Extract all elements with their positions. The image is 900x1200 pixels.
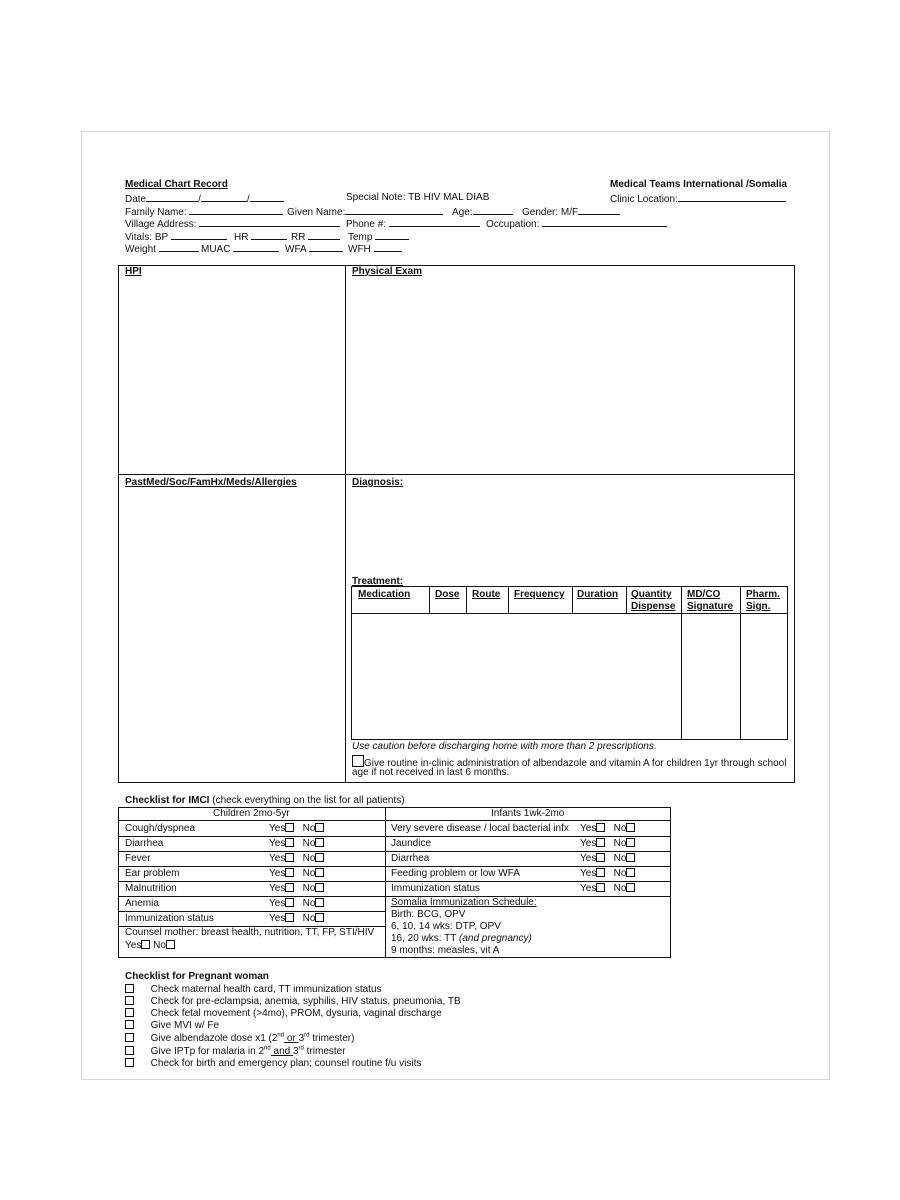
col-frequency: Frequency xyxy=(514,589,565,600)
yes-checkbox[interactable] xyxy=(285,913,294,922)
clinic-location-field[interactable]: Clinic Location: xyxy=(610,192,786,206)
infant-yes-no[interactable]: Yes No xyxy=(580,823,635,835)
wfa-field[interactable]: WFA xyxy=(285,242,343,256)
caution-note: Use caution before discharging home with more than 2 prescriptions. xyxy=(352,741,657,752)
no-checkbox[interactable] xyxy=(315,868,324,877)
pregnant-checklist-title: Checklist for Pregnant woman xyxy=(125,971,269,982)
grid-divider-horizontal xyxy=(118,474,795,475)
children-item-label: Fever xyxy=(125,853,151,864)
yes-checkbox[interactable] xyxy=(285,898,294,907)
treatment-heading: Treatment: xyxy=(352,576,404,587)
infant-item-label: Feeding problem or low WFA xyxy=(391,868,520,879)
no-checkbox[interactable] xyxy=(626,853,635,862)
form-title: Medical Chart Record xyxy=(125,179,228,190)
children-yes-no[interactable]: Yes No xyxy=(269,883,324,895)
preg-item[interactable]: Give MVI w/ Fe xyxy=(125,1020,219,1032)
children-yes-no[interactable]: Yes No xyxy=(269,913,324,925)
children-yes-no[interactable]: Yes No xyxy=(269,853,324,865)
preg-item-birth-plan[interactable]: Check for birth and emergency plan; counsel routine f/u visits xyxy=(125,1058,421,1070)
organization-name: Medical Teams International /Somalia xyxy=(610,179,788,190)
infant-item-label: Jaundice xyxy=(391,838,432,849)
infant-yes-no[interactable]: Yes No xyxy=(580,838,635,850)
rr-field[interactable]: RR xyxy=(291,230,340,244)
wfh-field[interactable]: WFH xyxy=(348,242,402,256)
physical-exam-heading: Physical Exam xyxy=(352,266,423,277)
schedule-16-20: 16, 20 wks: TT (and pregnancy) xyxy=(391,933,532,944)
col-duration: Duration xyxy=(577,589,619,600)
children-item-label: Diarrhea xyxy=(125,838,164,849)
counsel-yes-no[interactable]: Yes No xyxy=(125,940,175,952)
hpi-heading: HPI xyxy=(125,266,142,277)
yes-checkbox[interactable] xyxy=(285,838,294,847)
col-quantity: Quantity xyxy=(631,589,672,600)
children-item-label: Cough/dyspnea xyxy=(125,823,196,834)
weight-field[interactable]: Weight xyxy=(125,242,199,256)
special-note: Special Note: TB HIV MAL DIAB xyxy=(346,192,490,203)
children-yes-no[interactable]: Yes No xyxy=(269,823,324,835)
no-checkbox[interactable] xyxy=(315,898,324,907)
phone-field[interactable]: Phone #: xyxy=(346,217,480,231)
hr-field[interactable]: HR xyxy=(234,230,287,244)
col-signature: Signature xyxy=(687,601,734,612)
no-checkbox[interactable] xyxy=(315,913,324,922)
preg-checkbox-birth-plan[interactable] xyxy=(125,1058,134,1067)
children-yes-no[interactable]: Yes No xyxy=(269,898,324,910)
yes-checkbox[interactable] xyxy=(285,853,294,862)
infant-yes-no[interactable]: Yes No xyxy=(580,853,635,865)
occupation-field[interactable]: Occupation: xyxy=(486,217,667,231)
col-pharm: Pharm. xyxy=(746,589,780,600)
preg-item-albendazole[interactable]: Give albendazole dose x1 (2nd or 3rd trimester) xyxy=(125,1033,354,1045)
counsel-mother-text: Counsel mother: breast health, nutrition, TT, FP, STI/HIV xyxy=(125,927,375,938)
pastmed-heading: PastMed/Soc/FamHx/Meds/Allergies xyxy=(125,477,297,488)
schedule-9-months: 9 months: measles, vit A xyxy=(391,945,500,956)
preg-checkbox-iptp[interactable] xyxy=(125,1046,134,1055)
immunization-schedule-title: Somalia Immunization Schedule: xyxy=(391,897,537,908)
children-item-label: Malnutrition xyxy=(125,883,177,894)
preg-checkbox[interactable] xyxy=(125,1020,134,1029)
temp-field[interactable]: Temp xyxy=(348,230,409,244)
no-checkbox[interactable] xyxy=(626,868,635,877)
col-dose: Dose xyxy=(435,589,460,600)
col-route: Route xyxy=(472,589,501,600)
routine-admin-checkbox-row[interactable]: Give routine in-clinic administration of albendazole and vitamin A for children 1yr through school xyxy=(352,755,786,770)
children-yes-no[interactable]: Yes No xyxy=(269,868,324,880)
no-checkbox[interactable] xyxy=(315,823,324,832)
yes-checkbox[interactable] xyxy=(596,838,605,847)
children-yes-no[interactable]: Yes No xyxy=(269,838,324,850)
age-field[interactable]: Age: xyxy=(452,205,513,219)
col-dispense: Dispense xyxy=(631,601,676,612)
treatment-header-divider xyxy=(351,613,788,614)
preg-checkbox[interactable] xyxy=(125,996,134,1005)
infant-item-label: Very severe disease / local bacterial infx xyxy=(391,823,569,834)
yes-checkbox[interactable] xyxy=(285,883,294,892)
yes-checkbox[interactable] xyxy=(596,883,605,892)
col-medication: Medication xyxy=(358,589,411,600)
gender-field[interactable]: Gender: M/F xyxy=(522,205,620,219)
no-checkbox[interactable] xyxy=(626,838,635,847)
date-field[interactable]: Date / / xyxy=(125,192,284,206)
children-item-label: Anemia xyxy=(125,898,159,909)
preg-item-iptp[interactable]: Give IPTp for malaria in 2nd and 3rd trimester xyxy=(125,1046,346,1058)
infants-header: Infants 1wk-2mo xyxy=(491,808,565,819)
children-item-label: Ear problem xyxy=(125,868,180,879)
diagnosis-heading: Diagnosis: xyxy=(352,477,404,488)
infant-yes-no[interactable]: Yes No xyxy=(580,883,635,895)
muac-field[interactable]: MUAC xyxy=(201,242,279,256)
preg-item[interactable]: Check for pre-eclampsia, anemia, syphilis, HIV status, pneumonia, TB xyxy=(125,996,461,1008)
yes-checkbox[interactable] xyxy=(596,853,605,862)
family-name-field[interactable]: Family Name: xyxy=(125,205,283,219)
yes-checkbox[interactable] xyxy=(596,868,605,877)
col-mdco: MD/CO xyxy=(687,589,721,600)
preg-checkbox[interactable] xyxy=(125,1008,134,1017)
preg-checkbox-albendazole[interactable] xyxy=(125,1033,134,1042)
routine-admin-checkbox[interactable] xyxy=(352,755,364,767)
col-sign: Sign. xyxy=(746,601,771,612)
grid-divider-vertical xyxy=(345,265,346,783)
routine-admin-line2: age if not received in last 6 months. xyxy=(352,767,510,778)
infant-yes-no[interactable]: Yes No xyxy=(580,868,635,880)
no-checkbox[interactable] xyxy=(626,883,635,892)
counsel-no-checkbox[interactable] xyxy=(166,940,175,949)
yes-checkbox[interactable] xyxy=(596,823,605,832)
preg-checkbox[interactable] xyxy=(125,984,134,993)
schedule-birth: Birth: BCG, OPV xyxy=(391,909,466,920)
date-label: Date xyxy=(125,194,147,205)
schedule-6-10-14: 6, 10, 14 wks: DTP, OPV xyxy=(391,921,501,932)
no-checkbox[interactable] xyxy=(626,823,635,832)
children-item-label: Immunization status xyxy=(125,913,214,924)
no-checkbox[interactable] xyxy=(315,853,324,862)
bp-field[interactable]: Vitals: BP xyxy=(125,230,227,244)
yes-checkbox[interactable] xyxy=(285,823,294,832)
imci-title: Checklist for IMCI (check everything on the list for all patients) xyxy=(125,795,405,806)
yes-checkbox[interactable] xyxy=(285,868,294,877)
no-checkbox[interactable] xyxy=(315,883,324,892)
counsel-yes-checkbox[interactable] xyxy=(141,940,150,949)
children-header: Children 2mo-5yr xyxy=(213,808,290,819)
given-name-field[interactable]: Given Name: xyxy=(287,205,443,219)
village-address-field[interactable]: Village Address: xyxy=(125,217,340,231)
infant-item-label: Diarrhea xyxy=(391,853,430,864)
no-checkbox[interactable] xyxy=(315,838,324,847)
preg-item[interactable]: Check fetal movement (>4mo), PROM, dysuria, vaginal discharge xyxy=(125,1008,442,1020)
infant-item-label: Immunization status xyxy=(391,883,480,894)
preg-item[interactable]: Check maternal health card, TT immunization status xyxy=(125,984,382,996)
